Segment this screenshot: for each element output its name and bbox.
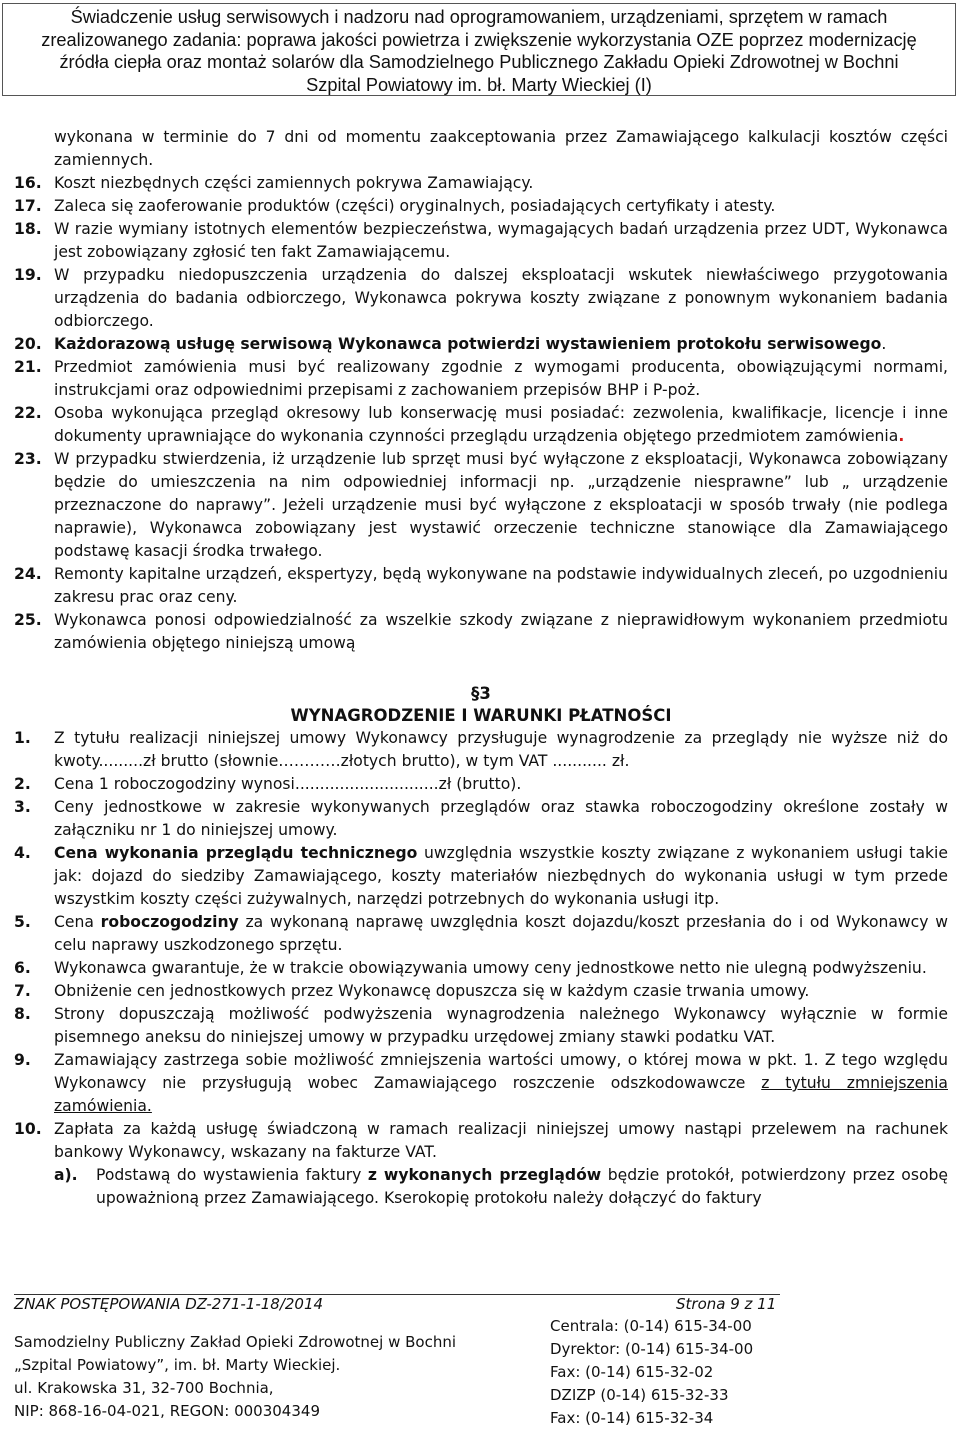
header-line: Świadczenie usług serwisowych i nadzoru nad oprogramowaniem, urządzeniami, sprzętem w ramach [70, 7, 888, 27]
item-text: Remonty kapitalne urządzeń, ekspertyzy, będą wykonywane na podstawie indywidualnych zleceń, po uzgodnieniu zakresu prac oraz ceny. [54, 565, 948, 606]
item-text: Wykonawca ponosi odpowiedzialność za wszelkie szkody związane z nieprawidłowym wykonaniem przedmiotu zamówienia objętego niniejszą umową [54, 611, 948, 652]
list-item-19 [14, 264, 948, 333]
item-number: 7. [14, 982, 31, 1000]
payment-item-3 [14, 796, 948, 842]
header-line: zrealizowanego zadania: poprawa jakości powietrza i zwiększenie wykorzystania OZE poprzez modernizację [41, 29, 917, 50]
footer-contact-line: Fax: (0-14) 615-32-34 [550, 1409, 714, 1427]
payment-item-10 [14, 1118, 948, 1164]
payment-item-6 [14, 957, 948, 980]
item-text: Zapłata za każdą usługę świadczoną w ramach realizacji niniejszej umowy nastąpi przelewem na rachunek bankowy Wykonawcy, wskazany na fakturze VAT. [54, 1120, 948, 1161]
section-title: WYNAGRODZENIE I WARUNKI PŁATNOŚCI [290, 706, 672, 725]
item-text: Obniżenie cen jednostkowych przez Wykonawcę dopuszcza się w każdym czasie trwania umowy. [54, 982, 810, 1000]
item-text: W razie wymiany istotnych elementów bezpieczeństwa, wymagających badań urządzenia przez UDT, Wykonawca jest zobowiązany zgłosić ten fakt Zamawiającemu. [54, 220, 948, 261]
footer-contacts [550, 1315, 753, 1430]
payment-item-7 [14, 980, 948, 1003]
list-item-22 [14, 402, 948, 448]
item-number: 24. [14, 565, 42, 583]
item-bold-text: z wykonanych przeglądów [367, 1166, 602, 1184]
section-symbol: §3 [471, 684, 491, 703]
footer-address-line: NIP: 868-16-04-021, REGON: 000304349 [14, 1402, 320, 1420]
header-line: Szpital Powiatowy im. bł. Marty Wieckiej (I) [306, 74, 652, 95]
item-number: 5. [14, 913, 31, 931]
item-number: 17. [14, 197, 42, 215]
item-number: a). [54, 1166, 78, 1184]
item-text: Ceny jednostkowe w zakresie wykonywanych przeglądów oraz stawka roboczogodziny określone zostały w załączniku nr 1 do niniejszej umowy. [54, 798, 948, 839]
footer-address-line: Samodzielny Publiczny Zakład Opieki Zdrowotnej w Bochni [14, 1333, 457, 1351]
item-number: 4. [14, 844, 31, 862]
item-number: 23. [14, 450, 42, 468]
section-heading [14, 683, 948, 727]
item-text: Osoba wykonująca przegląd okresowy lub konserwację musi posiadać: zezwolenia, kwalifikacje, licencje i inne dokumenty uprawniające do wykonania czynności przeglądu urządzenia objętego przedmiotem zamówienia [54, 404, 948, 445]
item-text: uwzględnia wszystkie koszty związane z wykonaniem usługi takie jak: dojazd do siedziby Zamawiającego, koszty materiałów niezbędnych do wykonania usługi w tym przede wszystkim koszty części zużywalnych, narzędzi potrzebnych do wykonania usługi itp. [54, 844, 948, 908]
item-number: 25. [14, 611, 42, 629]
payment-item-2 [14, 773, 948, 796]
payment-item-5 [14, 911, 948, 957]
item-text: W przypadku niedopuszczenia urządzenia do dalszej eksploatacji wskutek niewłaściwego przygotowania urządzenia do badania odbiorczego, Wykonawca pokrywa koszty związane z ponownym wykonaniem badania odbiorczego. [54, 266, 948, 330]
item-number: 6. [14, 959, 31, 977]
item-number: 20. [14, 335, 42, 353]
payment-item-9 [14, 1049, 948, 1118]
footer-address-line: ul. Krakowska 31, 32-700 Bochnia, [14, 1379, 274, 1397]
item-text: Każdorazową usługę serwisową Wykonawca potwierdzi wystawieniem protokołu serwisowego [54, 335, 882, 353]
item-number: 19. [14, 266, 42, 284]
list-item-21 [14, 356, 948, 402]
payment-item-8 [14, 1003, 948, 1049]
item-text: Z tytułu realizacji niniejszej umowy Wykonawcy przysługuje wynagrodzenie za przeglądy nie wyższe niż do kwoty.........zł brutto (słownie…………złotych brutto), w tym VAT ........... zł. [54, 729, 948, 770]
list-item-23 [14, 448, 948, 563]
item-number: 9. [14, 1051, 31, 1069]
item-number: 18. [14, 220, 42, 238]
item-text: Strony dopuszczają możliwość podwyższenia wynagrodzenia należnego Wykonawcy wyłącznie w formie pisemnego aneksu do niniejszej umowy w przypadku urzędowej zmiany stawki podatku VAT. [54, 1005, 948, 1046]
item-number: 3. [14, 798, 31, 816]
item-underlined-text: z tytułu zmniejszenia zamówienia. [54, 1074, 948, 1115]
item-text: Cena 1 roboczogodziny wynosi.............................zł (brutto). [54, 775, 522, 793]
item-number: 10. [14, 1120, 42, 1138]
item-text: będzie protokół, potwierdzony przez osobę upoważnioną przez Zamawiającego. Kserokopię protokołu należy dołączyć do faktury [96, 1166, 948, 1207]
item-pre-text: Cena [54, 913, 101, 931]
item-number: 16. [14, 174, 42, 192]
item-number: 8. [14, 1005, 31, 1023]
item-text: Wykonawca gwarantuje, że w trakcie obowiązywania umowy ceny jednostkowe netto nie ulegną podwyższeniu. [54, 959, 927, 977]
item-text-end: . [881, 335, 887, 353]
list-item-18 [14, 218, 948, 264]
footer-contact-line: Fax: (0-14) 615-32-02 [550, 1363, 714, 1381]
item-pre-text: Podstawą do wystawienia faktury [96, 1166, 368, 1184]
procedure-reference: ZNAK POSTĘPOWANIA DZ-271-1-18/2014 [14, 1295, 324, 1313]
item-bold-text: roboczogodziny [100, 913, 239, 931]
footer-address-line: „Szpital Powiatowy”, im. bł. Marty Wieckiej. [14, 1356, 341, 1374]
document-body [14, 126, 948, 1210]
list-item-17 [14, 195, 948, 218]
item-text: W przypadku stwierdzenia, iż urządzenie lub sprzęt musi być wyłączone z eksploatacji, Wykonawca zobowiązany będzie do umieszczenia na nim odpowiedniej informacji np. „urządzenie niesprawne” lub „ urządzenie przeznaczone do naprawy”. Jeżeli urządzenie musi być wyłączone z eksploatacji w sposób trwały (nie podlega naprawie), Wykonawca zobowiązany jest wystawić orzeczenie techniczne stanowiące dla Zamawiającego podstawę kasacji środka trwałego. [54, 450, 948, 560]
item-text: Przedmiot zamówienia musi być realizowany zgodnie z wymogami producenta, obowiązującymi normami, instrukcjami oraz odpowiednimi przepisami z zachowaniem przepisów BHP i P-poż. [54, 358, 948, 399]
footer-address [14, 1331, 456, 1423]
item-text-end: . [898, 427, 905, 445]
document-header [2, 3, 956, 96]
payment-item-1 [14, 727, 948, 773]
list-item-20 [14, 333, 948, 356]
list-item-24 [14, 563, 948, 609]
item-number: 1. [14, 729, 31, 747]
item-text: Zaleca się zaoferowanie produktów (części) oryginalnych, posiadających certyfikaty i atesty. [54, 197, 776, 215]
item-text: za wykonaną naprawę uwzględnia koszt dojazdu/koszt przesłania do i od Wykonawcy w celu naprawy uszkodzonego sprzętu. [54, 913, 948, 954]
list-item-25 [14, 609, 948, 655]
footer-contact-line: DZIZP (0-14) 615-32-33 [550, 1386, 729, 1404]
header-line: źródła ciepła oraz montaż solarów dla Samodzielnego Publicznego Zakładu Opieki Zdrowotnej w Bochni [59, 52, 899, 72]
item-number: 21. [14, 358, 42, 376]
payment-item-4 [14, 842, 948, 911]
list-item-16 [14, 172, 948, 195]
footer-contact-line: Centrala: (0-14) 615-34-00 [550, 1317, 752, 1335]
item-number: 22. [14, 404, 42, 422]
item-text: Zamawiający zastrzega sobie możliwość zmniejszenia wartości umowy, o której mowa w pkt. 1. Z tego względu Wykonawcy nie przysługują wobec Zamawiającego roszczenie odszkodowawcze [54, 1051, 948, 1092]
item-bold-text: Cena wykonania przeglądu technicznego [54, 844, 418, 862]
item-15-continuation: wykonana w terminie do 7 dni od momentu zaakceptowania przez Zamawiającego kalkulacji kosztów części zamiennych. [54, 128, 948, 169]
payment-subitem-a [14, 1164, 948, 1210]
footer-contact-line: Dyrektor: (0-14) 615-34-00 [550, 1340, 754, 1358]
item-text: Koszt niezbędnych części zamiennych pokrywa Zamawiający. [54, 174, 534, 192]
page-number: Strona 9 z 11 [676, 1295, 777, 1313]
item-number: 2. [14, 775, 31, 793]
